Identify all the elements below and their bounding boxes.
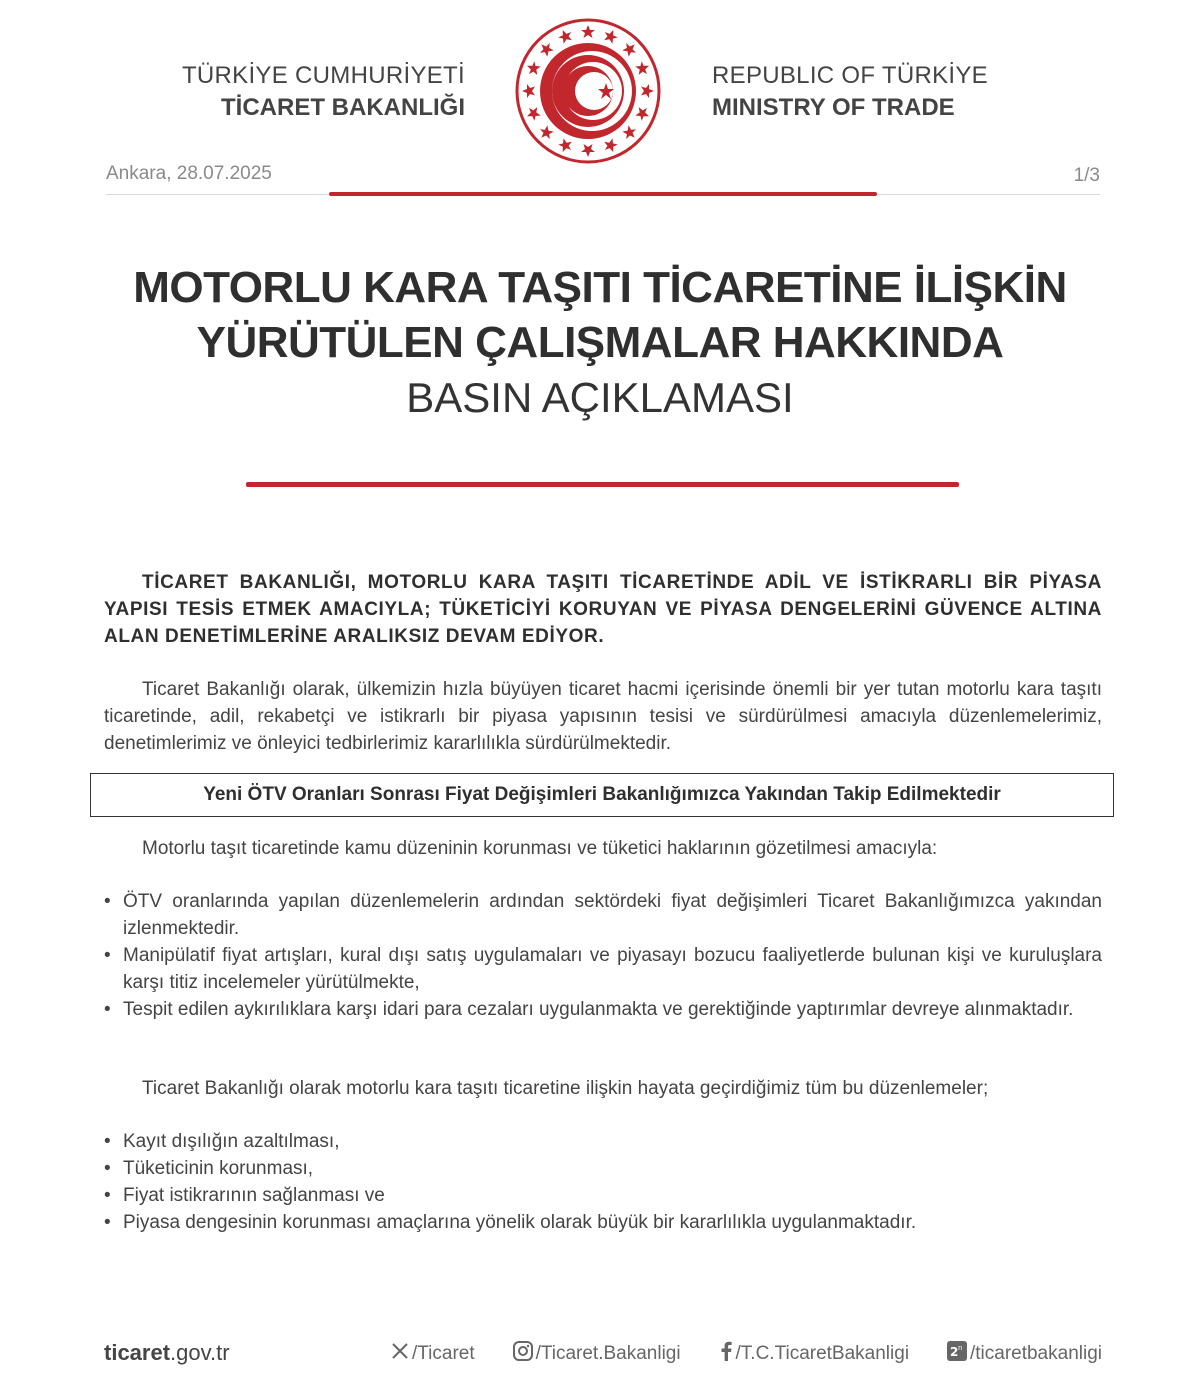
ministry-title-tr: TİCARET BAKANLIĞI bbox=[221, 94, 465, 121]
instagram-link[interactable] bbox=[512, 1340, 681, 1368]
ministry-seal-logo bbox=[514, 17, 662, 165]
title-line-1: MOTORLU KARA TAŞITI TİCARETİNE İLİŞKİN bbox=[133, 263, 1067, 312]
republic-name-tr: TÜRKİYE CUMHURİYETİ bbox=[181, 62, 465, 89]
boxed-section-heading: Yeni ÖTV Oranları Sonrası Fiyat Değişimleri Bakanlığımızca Yakından Takip Edilmektedir bbox=[90, 773, 1114, 817]
title-line-2: YÜRÜTÜLEN ÇALIŞMALAR HAKKINDA bbox=[196, 318, 1004, 367]
website-domain-suffix: .gov.tr bbox=[170, 1340, 230, 1365]
measures-list bbox=[104, 888, 1102, 1023]
list-item: • Fiyat istikrarının sağlanması ve bbox=[104, 1185, 385, 1206]
facebook-link[interactable] bbox=[718, 1340, 910, 1368]
facebook-icon bbox=[718, 1340, 736, 1368]
nsosyal-link[interactable] bbox=[946, 1340, 1102, 1368]
x-handle: /Ticaret bbox=[412, 1343, 475, 1364]
facebook-handle: /T.C.TicaretBakanligi bbox=[735, 1343, 910, 1364]
republic-name-en: REPUBLIC OF TÜRKİYE bbox=[712, 62, 988, 89]
list-item: • Tespit edilen aykırılıklara karşı idari para cezaları uygulanmakta ve gerektiğinde yaptırımlar devreye alınmaktadır. bbox=[104, 999, 1074, 1020]
social-links bbox=[390, 1340, 1102, 1368]
header-accent-rule bbox=[329, 192, 877, 196]
list-item: • Tüketicinin korunması, bbox=[104, 1158, 314, 1179]
section-intro-paragraph: Motorlu taşıt ticaretinde kamu düzeninin korunması ve tüketici haklarının gözetilmesi amacıyla: bbox=[142, 838, 938, 859]
summary-paragraph: Ticaret Bakanlığı olarak motorlu kara taşıtı ticaretine ilişkin hayata geçirdiğimiz tüm bu düzenlemeler; bbox=[142, 1078, 989, 1099]
instagram-icon bbox=[512, 1340, 536, 1368]
list-item: • Manipülatif fiyat artışları, kural dışı satış uygulamaları ve piyasayı bozucu faaliyetlerde bulunan kişi ve kuruluşlara karşı titiz incelemeler yürütülmekte, bbox=[104, 945, 1102, 993]
svg-text:2: 2 bbox=[949, 1345, 959, 1359]
page-number: 1/3 bbox=[1073, 165, 1100, 186]
x-link[interactable] bbox=[390, 1341, 475, 1367]
document-subtitle: BASIN AÇIKLAMASI bbox=[406, 374, 794, 421]
ministry-title-en: MINISTRY OF TRADE bbox=[712, 94, 955, 121]
date-line: Ankara, 28.07.2025 bbox=[106, 163, 272, 184]
website-link[interactable] bbox=[104, 1340, 230, 1366]
instagram-handle: /Ticaret.Bakanligi bbox=[535, 1343, 681, 1364]
goals-list bbox=[104, 1128, 1102, 1236]
ministry-name-tr bbox=[120, 60, 465, 124]
intro-paragraph: Ticaret Bakanlığı olarak, ülkemizin hızla büyüyen ticaret hacmi içerisinde önemli bir yer tutan motorlu kara taşıtı ticaretinde, adil, rekabetçi ve istikrarlı bir piyasa yapısının tesisi ve sürdürülmesi amacıyla düzenlemelerimiz, denetimlerimiz ve önleyici tedbirlerimiz kararlılıkla sürdürülmektedir. bbox=[104, 679, 1102, 754]
list-item: • Piyasa dengesinin korunması amaçlarına yönelik olarak büyük bir kararlılıkla uygulanmaktadır. bbox=[104, 1212, 917, 1233]
nsosyal-icon bbox=[946, 1340, 970, 1368]
website-domain-bold: ticaret bbox=[104, 1340, 171, 1365]
document-title bbox=[60, 260, 1140, 426]
x-icon bbox=[390, 1341, 412, 1367]
svg-text:n: n bbox=[957, 1344, 963, 1352]
list-item: • Kayıt dışılığın azaltılması, bbox=[104, 1131, 340, 1152]
ministry-name-en bbox=[712, 60, 1072, 124]
lead-paragraph: TİCARET BAKANLIĞI, MOTORLU KARA TAŞITI TİCARETİNDE ADİL VE İSTİKRARLI BİR PİYASA YAPISI TESİS ETMEK AMACIYLA; TÜKETİCİYİ KORUYAN VE PİYASA DENGELERİNİ GÜVENCE ALTINA ALAN DENETİMLERİNE ARALIKSIZ DEVAM EDİYOR. bbox=[104, 572, 1102, 647]
title-accent-rule bbox=[246, 482, 959, 487]
list-item: • ÖTV oranlarında yapılan düzenlemelerin ardından sektördeki fiyat değişimleri Ticaret Bakanlığımızca yakından izlenmektedir. bbox=[104, 891, 1102, 939]
nsosyal-handle: /ticaretbakanligi bbox=[969, 1343, 1102, 1364]
